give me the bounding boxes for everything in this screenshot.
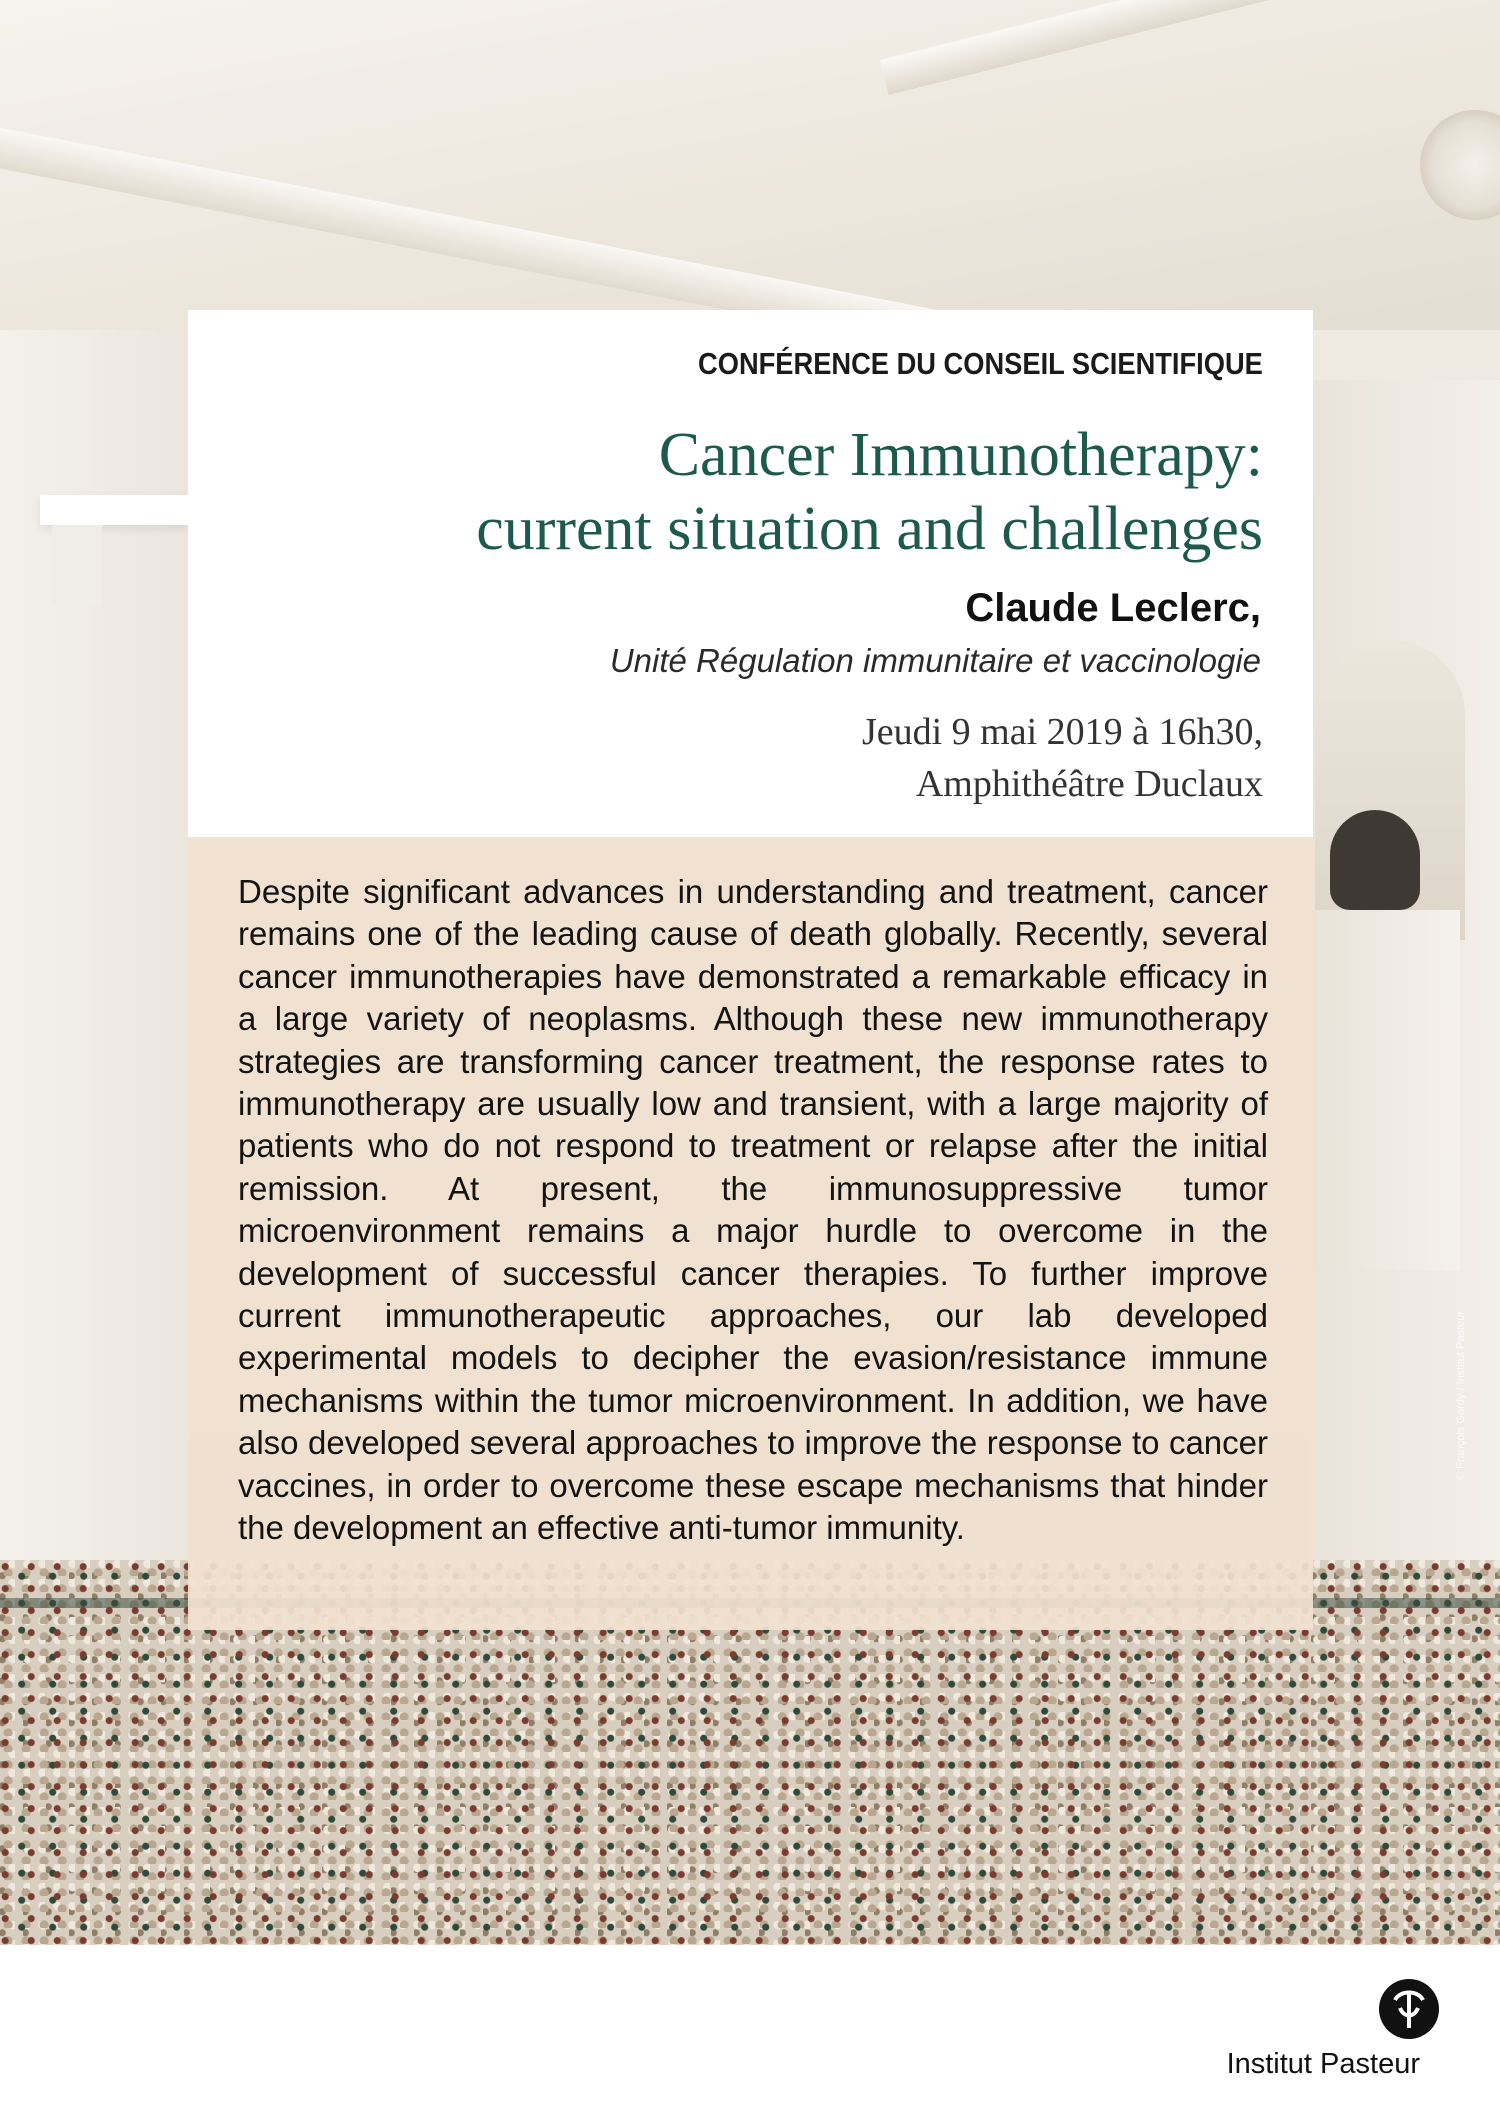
talk-title-line2: current situation and challenges: [476, 495, 1263, 563]
event-datetime: Jeudi 9 mai 2019 à 16h30,: [861, 711, 1263, 753]
talk-title-line1: Cancer Immunotherapy:: [658, 421, 1263, 489]
speaker-name: Claude Leclerc,: [965, 586, 1261, 630]
event-venue: Amphithéâtre Duclaux: [915, 763, 1263, 805]
wall-lamp: [40, 495, 190, 525]
bust-statue: [1330, 810, 1420, 910]
statue-plinth: [1310, 910, 1460, 1270]
abstract-card: [188, 837, 1313, 1630]
abstract-text: Despite significant advances in understanding and treatment, cancer remains one of the leading cause of death globally. Recently, several cancer immunotherapies have demonstrated a remarkable efficacy in a large variety of neoplasms. Although these new immunotherapy strategies are transforming cancer treatment, the response rates to immunotherapy are usually low and transient, with a large majority of patients who do not respond to treatment or relapse after the initial remission. At present, the immunosuppressive tumor microenvironment remains a major hurdle to overcome in the development of successful cancer therapies. To further improve current immunotherapeutic approaches, our lab developed experimental models to decipher the evasion/resistance immune mechanisms within the tumor microenvironment. In addition, we have also developed several approaches to improve the response to cancer vaccines, in order to overcome these escape mechanisms that hinder the development an effective anti-tumor immunity.: [238, 873, 1268, 1547]
institut-pasteur-logo-text: Institut Pasteur: [1226, 2048, 1420, 2080]
title-card: [188, 310, 1313, 837]
talk-title: [263, 418, 1263, 566]
conference-kicker: CONFÉRENCE DU CONSEIL SCIENTIFIQUE: [698, 346, 1263, 381]
institut-pasteur-logo-icon: [1378, 1978, 1440, 2040]
photo-credit: © François Gardy / Institut Pasteur: [1455, 1311, 1467, 1480]
speaker-affiliation: Unité Régulation immunitaire et vaccinologie: [609, 642, 1261, 679]
wall-lamp-arm: [52, 525, 102, 605]
